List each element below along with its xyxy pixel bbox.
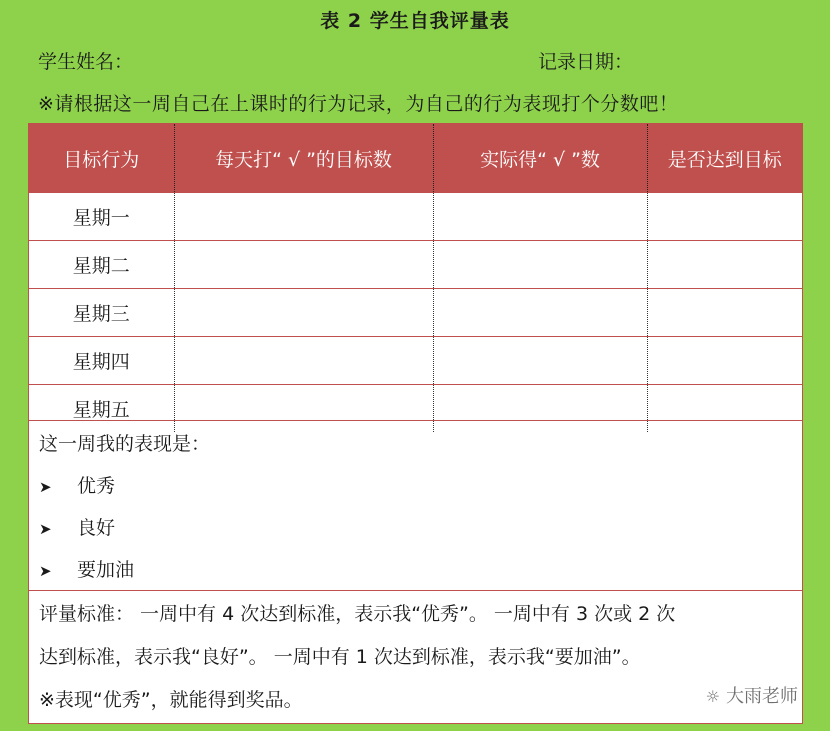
actual-count-cell[interactable]	[433, 193, 647, 241]
watermark-text: 大雨老师	[726, 686, 798, 707]
table-row	[29, 289, 802, 337]
target-count-cell[interactable]	[174, 289, 433, 337]
table-header-row	[29, 124, 802, 193]
actual-count-cell[interactable]	[433, 337, 647, 385]
actual-count-cell[interactable]	[433, 289, 647, 337]
instruction-text: ※请根据这一周自己在上课时的行为记录，为自己的行为表现打个分数吧！	[38, 93, 679, 115]
arrow-bullet-icon: ➤	[39, 478, 52, 496]
option-good[interactable]	[39, 513, 115, 540]
header-actual-count: 实际得“ √ ”数	[433, 124, 647, 193]
day-label: 星期三	[29, 289, 174, 337]
name-date-row	[38, 47, 790, 73]
record-date-label: 记录日期：	[538, 51, 634, 73]
student-name-label: 学生姓名：	[38, 51, 134, 73]
criteria-section	[29, 590, 802, 723]
criteria-line: 达到标准，表示我“良好”。 一周中有 1 次达到标准，表示我“要加油”。	[39, 646, 641, 668]
wechat-icon: ☼	[705, 687, 720, 706]
arrow-bullet-icon: ➤	[39, 562, 52, 580]
option-label: 要加油	[77, 559, 135, 581]
day-label: 星期四	[29, 337, 174, 385]
option-label: 良好	[77, 517, 116, 539]
option-excellent[interactable]	[39, 471, 115, 498]
option-label: 优秀	[77, 475, 116, 497]
table-row	[29, 193, 802, 241]
header-goal-reached: 是否达到目标	[647, 124, 802, 193]
actual-count-cell[interactable]	[433, 241, 647, 289]
performance-label: 这一周我的表现是：	[39, 433, 211, 455]
target-count-cell[interactable]	[174, 193, 433, 241]
target-count-cell[interactable]	[174, 241, 433, 289]
performance-section	[29, 420, 802, 590]
reward-note: ※表现“优秀”，就能得到奖品。	[39, 689, 303, 711]
table-row	[29, 241, 802, 289]
goal-reached-cell[interactable]	[647, 337, 802, 385]
criteria-line: 评量标准： 一周中有 4 次达到标准，表示我“优秀”。 一周中有 3 次或 2 次	[39, 603, 676, 625]
day-label: 星期二	[29, 241, 174, 289]
goal-table	[29, 124, 802, 432]
target-count-cell[interactable]	[174, 337, 433, 385]
evaluation-sheet	[28, 123, 803, 724]
goal-reached-cell[interactable]	[647, 289, 802, 337]
table-row	[29, 337, 802, 385]
goal-reached-cell[interactable]	[647, 241, 802, 289]
goal-reached-cell[interactable]	[647, 193, 802, 241]
day-label: 星期一	[29, 193, 174, 241]
watermark	[706, 682, 798, 708]
day-label: 星期五	[29, 385, 174, 433]
arrow-bullet-icon: ➤	[39, 520, 52, 538]
header-target-behavior: 目标行为	[29, 124, 174, 193]
header-daily-target-count: 每天打“ √ ”的目标数	[174, 124, 433, 193]
document-title: 表 2 学生自我评量表	[320, 10, 510, 32]
option-keep-trying[interactable]	[39, 555, 134, 582]
